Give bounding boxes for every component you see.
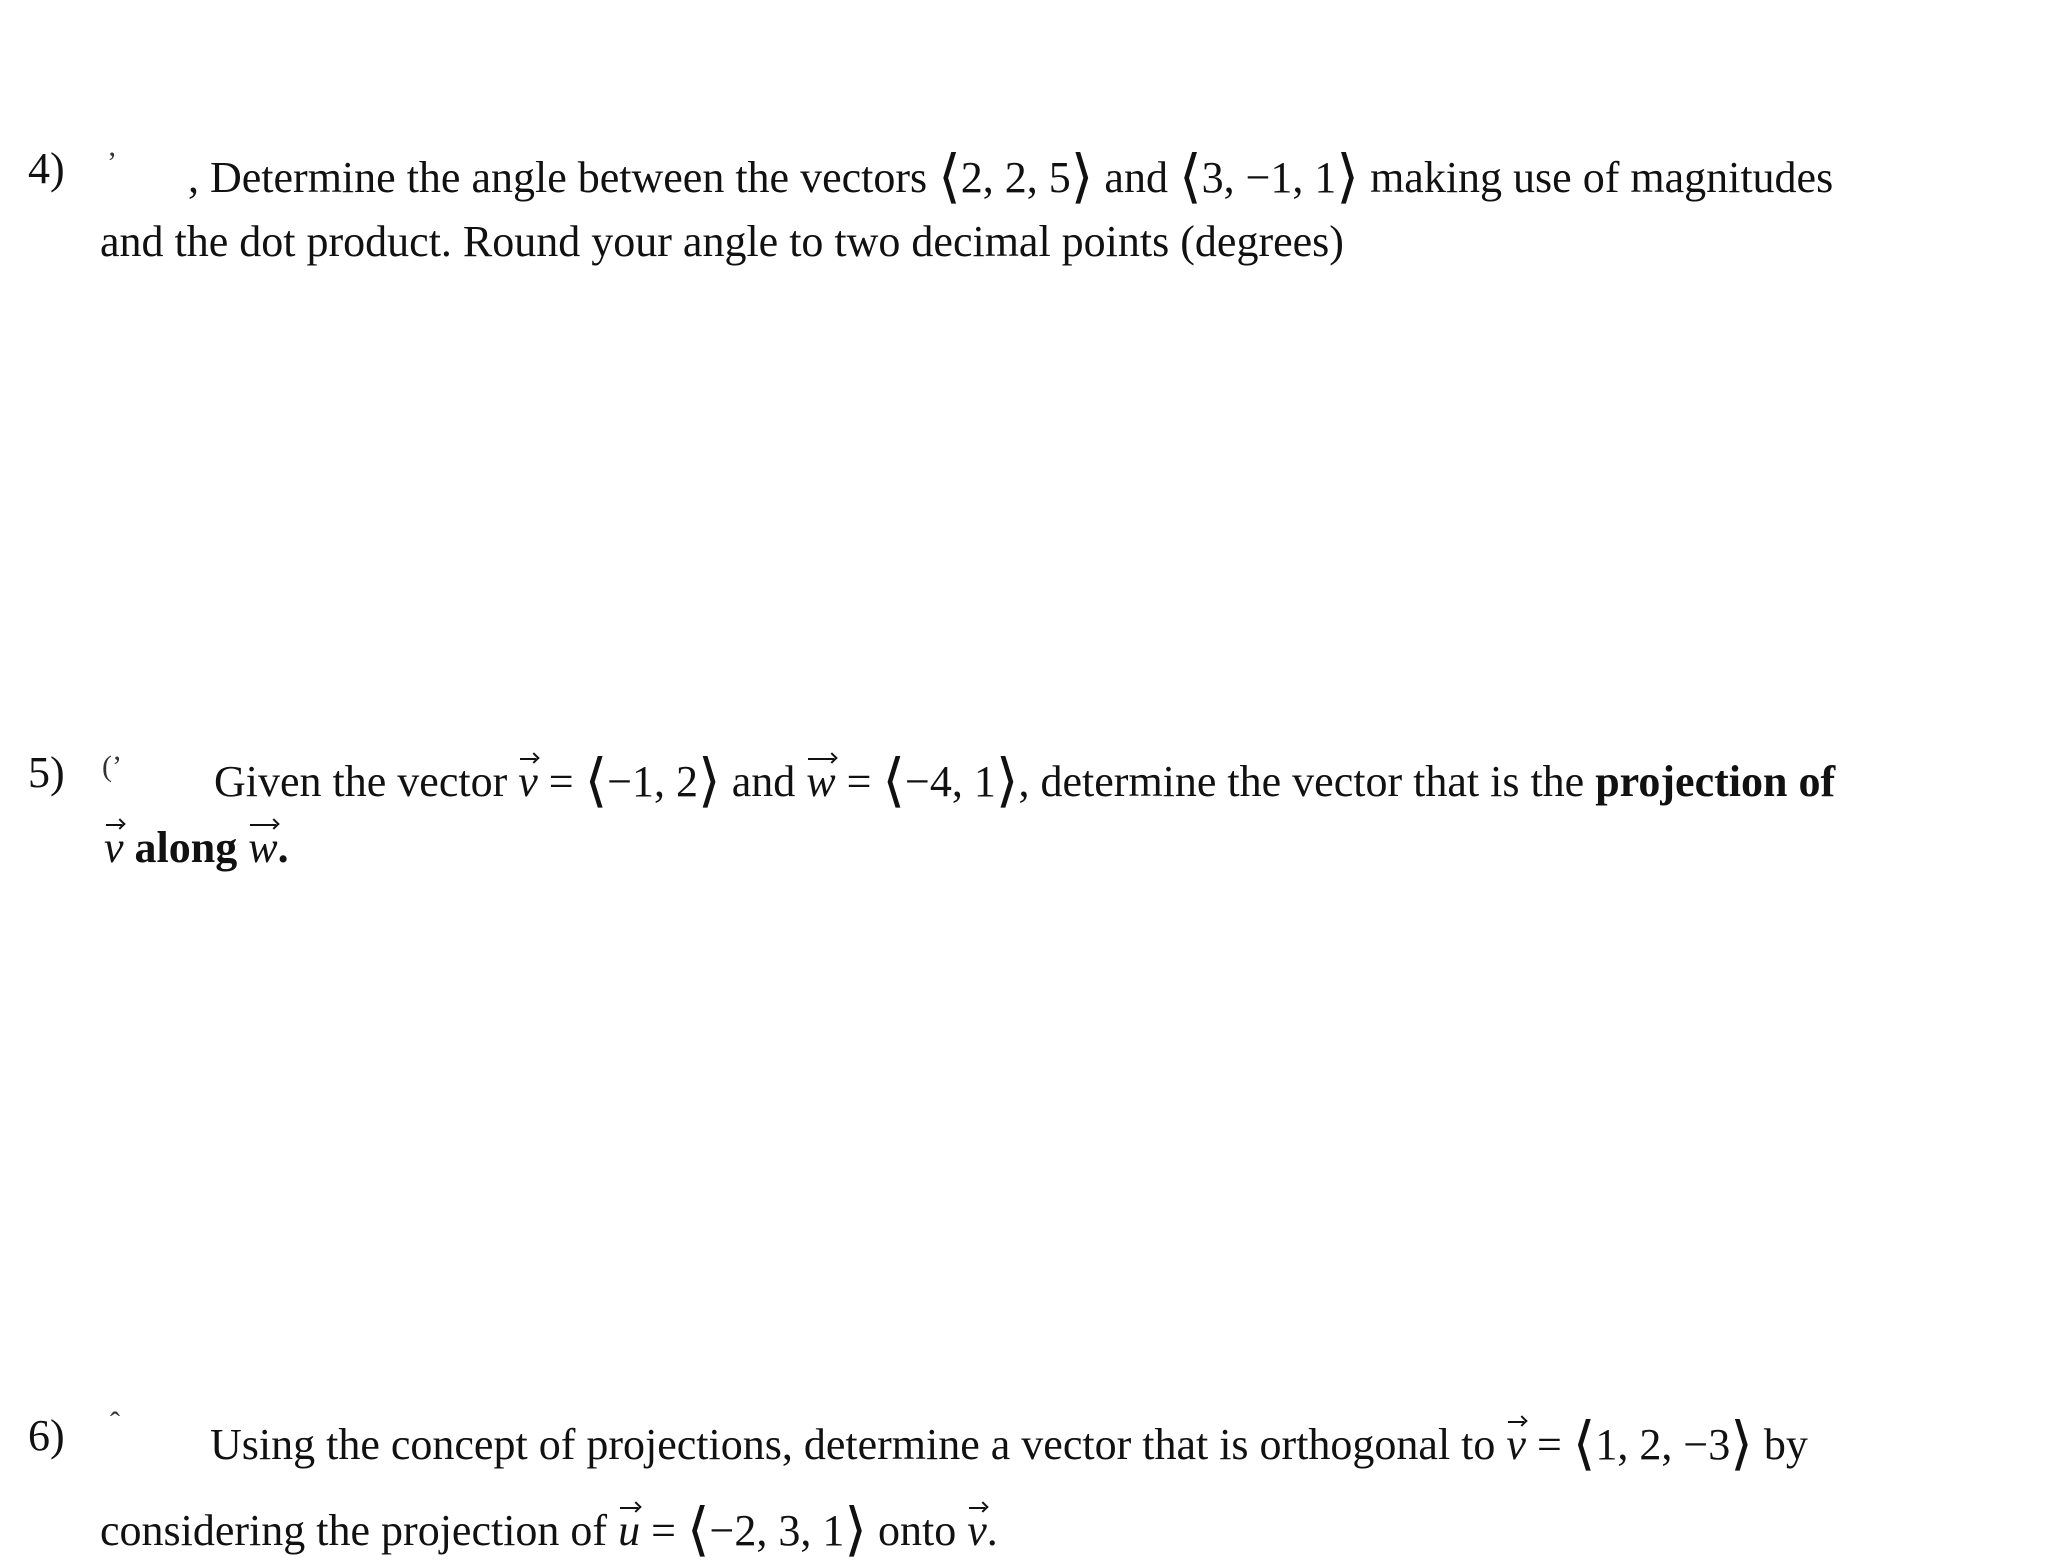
vector-v-symbol: v [967, 1506, 987, 1555]
text-segment: and [1093, 153, 1179, 202]
text-segment: making use of magnitudes [1359, 153, 1834, 202]
text-segment: and [720, 757, 807, 806]
vector-v-symbol: v [104, 823, 124, 872]
question-text-line-2 [100, 1497, 998, 1562]
vector-w-symbol: w [806, 757, 836, 806]
vector-components-1: 2, 2, 5 [960, 153, 1071, 202]
angle-bracket-close: ⟩ [995, 748, 1019, 813]
angle-bracket-close: ⟩ [1070, 144, 1094, 209]
text-segment: Using the concept of projections, determine a vector that is orthogonal to [210, 1420, 1507, 1469]
equals: = [835, 757, 883, 806]
vector-u-symbol: u [618, 1506, 641, 1555]
vector-v-components: −1, 2 [607, 757, 699, 806]
vector-w-components: −4, 1 [905, 757, 996, 806]
vector-components-2: 3, −1, 1 [1201, 153, 1337, 202]
angle-bracket-open: ⟨ [882, 748, 906, 813]
angle-bracket-close: ⟩ [1730, 1411, 1753, 1476]
text-segment: considering the projection of [100, 1506, 619, 1555]
text-segment: , determine the vector that is the [1018, 757, 1596, 806]
period: . [277, 823, 289, 872]
question-marker: ˆ [110, 1406, 120, 1439]
question-text-line-1 [210, 1411, 1808, 1476]
vector-w-symbol: w [248, 823, 278, 872]
angle-bracket-open: ⟨ [1572, 1411, 1596, 1476]
question-number: 6) [28, 1411, 65, 1460]
angle-bracket-close: ⟩ [844, 1497, 868, 1562]
text-segment: and the dot product. Round your angle to two decimal points (degrees) [100, 217, 1344, 266]
bold-text-segment: projection of [1595, 757, 1836, 806]
vector-v-components: 1, 2, −3 [1595, 1420, 1731, 1469]
vector-v-symbol: v [1506, 1420, 1526, 1469]
equals: = [537, 757, 585, 806]
question-number: 5) [28, 748, 65, 797]
angle-bracket-close: ⟩ [698, 748, 721, 813]
text-segment: onto [867, 1506, 968, 1555]
angle-bracket-open: ⟨ [938, 144, 961, 209]
question-text-line-2 [104, 823, 289, 872]
equals: = [1525, 1420, 1573, 1469]
equals: = [640, 1506, 687, 1555]
angle-bracket-open: ⟨ [686, 1497, 710, 1562]
question-number: 4) [28, 144, 65, 193]
lead-comma: , [188, 153, 210, 202]
vector-u-components: −2, 3, 1 [709, 1506, 845, 1555]
text-segment: Determine the angle between the vectors [210, 153, 939, 202]
question-marker: ’ [107, 146, 117, 179]
text-segment: by [1752, 1420, 1808, 1469]
angle-bracket-close: ⟩ [1336, 144, 1360, 209]
question-marker: (’ [102, 750, 122, 783]
vector-v-symbol: v [518, 757, 538, 806]
question-text-line-1 [214, 748, 1836, 813]
question-text-line-1 [188, 144, 1834, 209]
text-segment: Given the vector [214, 757, 519, 806]
angle-bracket-open: ⟨ [584, 748, 608, 813]
angle-bracket-open: ⟨ [1178, 144, 1202, 209]
period: . [986, 1506, 998, 1555]
bold-text-segment: along [123, 823, 249, 872]
question-text-line-2 [100, 217, 1344, 266]
